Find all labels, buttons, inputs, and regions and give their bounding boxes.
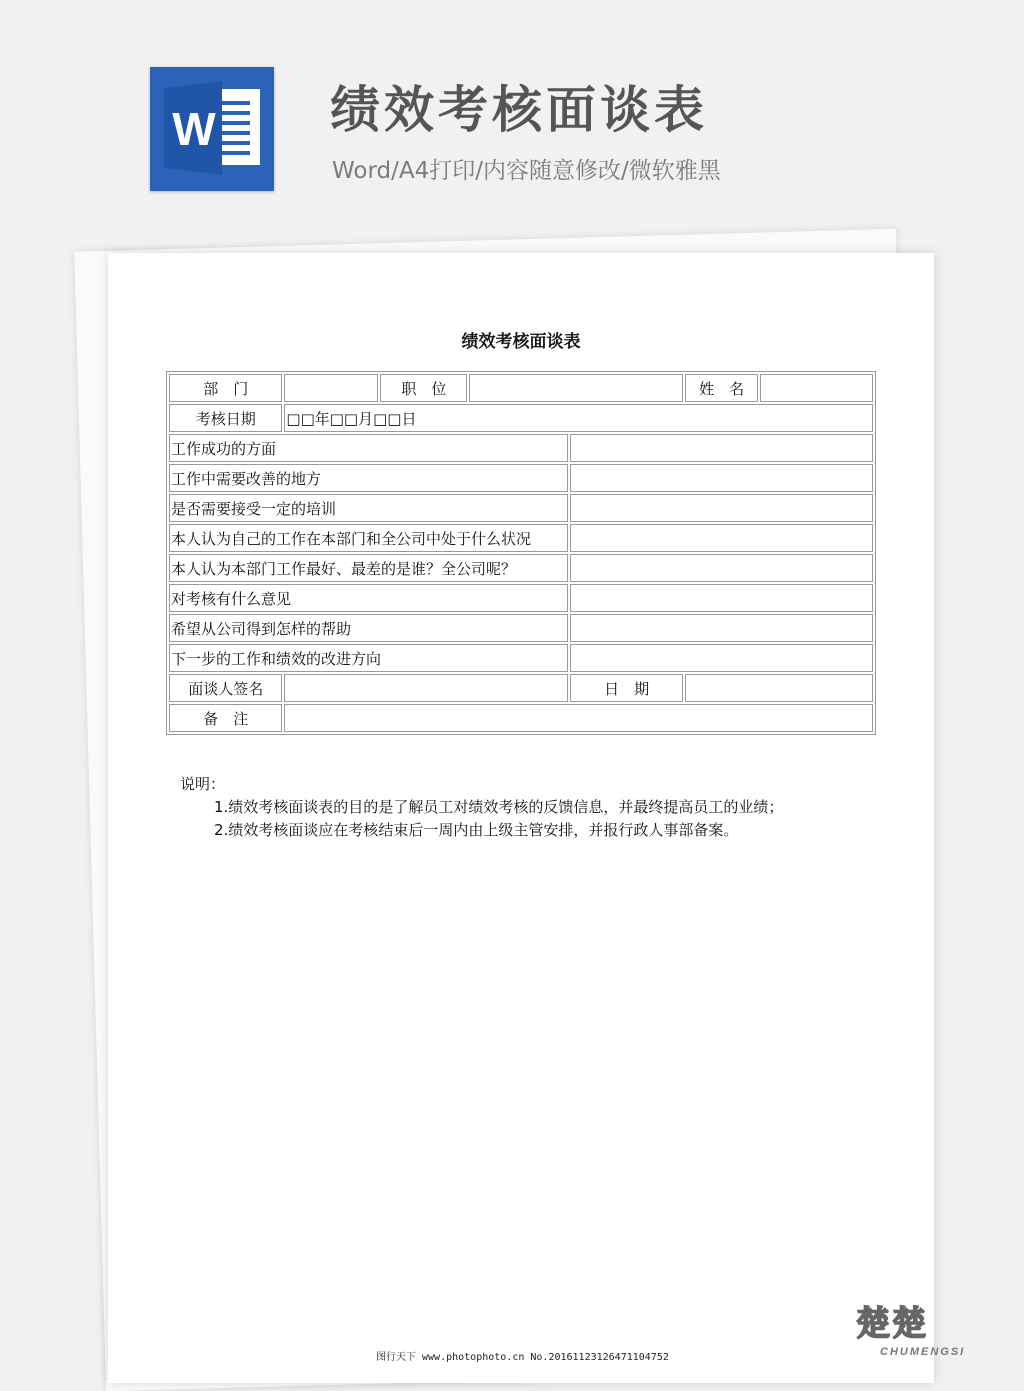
notes-section (180, 773, 783, 842)
name-field[interactable] (760, 374, 873, 402)
dept-field[interactable] (284, 374, 378, 402)
table-row (169, 434, 873, 462)
name-label: 姓 名 (685, 374, 759, 402)
table-row (169, 614, 873, 642)
interviewer-signature-field[interactable] (284, 674, 568, 702)
document-title: 绩效考核面谈表 (461, 332, 581, 352)
question-2: 工作中需要改善的地方 (169, 464, 568, 492)
table-row (169, 524, 873, 552)
answer-7[interactable] (570, 614, 873, 642)
table-row (169, 674, 873, 702)
dept-label: 部 门 (169, 374, 282, 402)
position-label: 职 位 (380, 374, 467, 402)
interview-form-table (166, 371, 876, 735)
answer-8[interactable] (570, 644, 873, 672)
table-row (169, 464, 873, 492)
notes-heading: 说明： (180, 775, 226, 793)
answer-2[interactable] (570, 464, 873, 492)
question-5: 本人认为本部门工作最好、最差的是谁？全公司呢？ (169, 554, 568, 582)
remarks-label: 备 注 (169, 704, 282, 732)
answer-1[interactable] (570, 434, 873, 462)
table-row (169, 404, 873, 432)
image-number-footer: 图行天下 www.photophoto.cn No.20161123126471104752 (376, 1352, 669, 1363)
question-3: 是否需要接受一定的培训 (169, 494, 568, 522)
signature-date-label: 日 期 (570, 674, 682, 702)
answer-6[interactable] (570, 584, 873, 612)
document-page (108, 253, 934, 1383)
table-row (169, 584, 873, 612)
question-6: 对考核有什么意见 (169, 584, 568, 612)
watermark-logo (852, 1304, 1020, 1360)
review-date-field[interactable]: □□年□□月□□日 (284, 404, 873, 432)
table-row (169, 554, 873, 582)
note-item: 1.绩效考核面谈表的目的是了解员工对绩效考核的反馈信息，并最终提高员工的业绩； (214, 798, 784, 816)
header-title: 绩效考核面谈表 (330, 81, 708, 139)
signature-date-field[interactable] (685, 674, 873, 702)
answer-4[interactable] (570, 524, 873, 552)
note-item: 2.绩效考核面谈应在考核结束后一周内由上级主管安排，并报行政人事部备案。 (214, 821, 739, 839)
word-icon (150, 67, 274, 191)
question-4: 本人认为自己的工作在本部门和全公司中处于什么状况 (169, 524, 568, 552)
question-1: 工作成功的方面 (169, 434, 568, 462)
table-row (169, 644, 873, 672)
question-8: 下一步的工作和绩效的改进方向 (169, 644, 568, 672)
watermark-brand: CHUMENGSI (880, 1346, 966, 1358)
question-7: 希望从公司得到怎样的帮助 (169, 614, 568, 642)
table-row (169, 494, 873, 522)
watermark-logo-mark: 楚楚 (856, 1304, 928, 1344)
header-subtitle: Word/A4打印/内容随意修改/微软雅黑 (332, 158, 721, 184)
position-field[interactable] (469, 374, 683, 402)
word-icon-letter: W (172, 103, 216, 155)
interviewer-signature-label: 面谈人签名 (169, 674, 282, 702)
answer-5[interactable] (570, 554, 873, 582)
table-row (169, 704, 873, 732)
table-row (169, 374, 873, 402)
answer-3[interactable] (570, 494, 873, 522)
review-date-label: 考核日期 (169, 404, 282, 432)
remarks-field[interactable] (284, 704, 873, 732)
